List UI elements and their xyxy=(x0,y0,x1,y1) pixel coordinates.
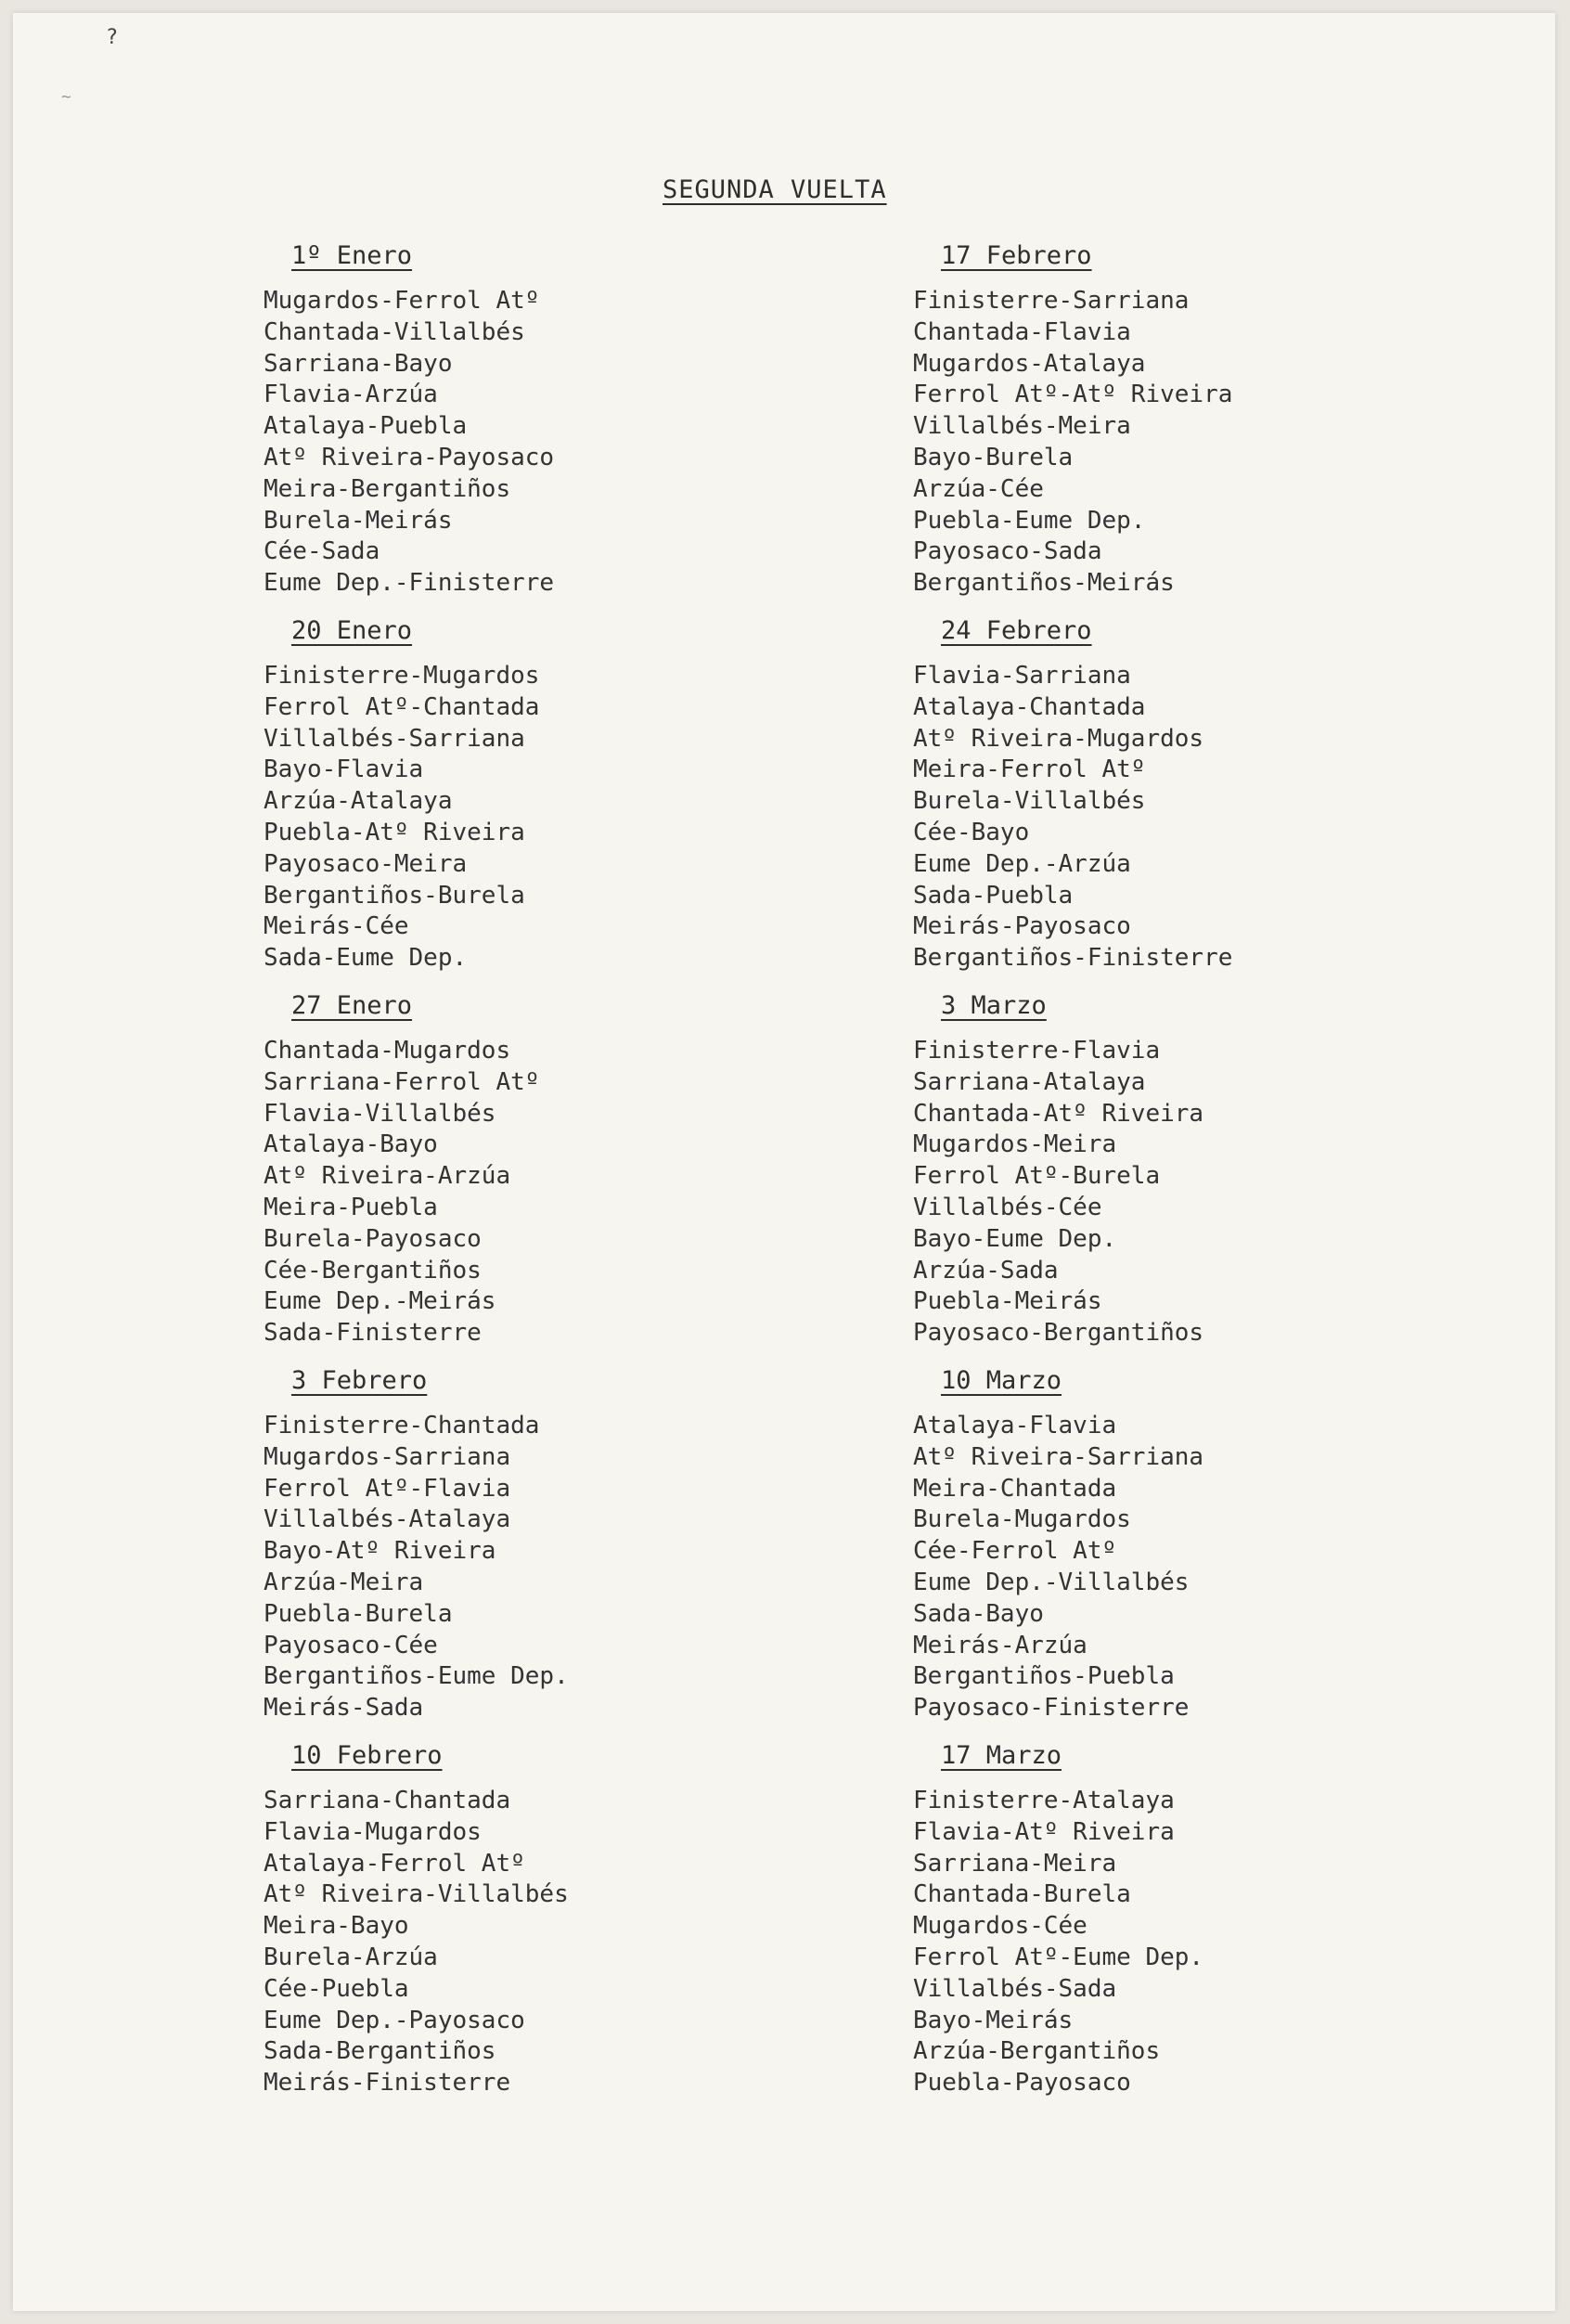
match-item: Puebla-Payosaco xyxy=(913,2069,1131,2098)
match-item: Flavia-Atº Riveira xyxy=(913,1817,1175,1846)
match-item: Meirás-Cée xyxy=(264,912,409,941)
match-item: Puebla-Burela xyxy=(264,1599,453,1628)
match-item: Villalbés-Meira xyxy=(913,412,1131,441)
match-item: Arzúa-Meira xyxy=(264,1568,424,1596)
match-item: Meirás-Sada xyxy=(264,1694,424,1723)
match-item: Chantada-Mugardos xyxy=(264,1037,511,1065)
round-date: 17 Febrero xyxy=(941,241,1092,270)
match-list xyxy=(913,1786,1433,2099)
match-item: Puebla-Meirás xyxy=(913,1287,1102,1316)
match-item: Chantada-Burela xyxy=(913,1880,1131,1909)
match-item: Meira-Chantada xyxy=(913,1474,1117,1503)
round-block xyxy=(264,1361,783,1736)
match-item: Eume Dep.-Meirás xyxy=(264,1287,496,1316)
match-item: Mugardos-Cée xyxy=(913,1912,1087,1941)
match-item: Ferrol Atº-Flavia xyxy=(264,1474,511,1503)
match-item: Payosaco-Cée xyxy=(264,1631,438,1659)
match-item: Finisterre-Chantada xyxy=(264,1412,540,1440)
round-block xyxy=(264,611,783,986)
match-item: Finisterre-Sarriana xyxy=(913,287,1190,315)
match-item: Mugardos-Sarriana xyxy=(264,1442,511,1471)
match-item: Flavia-Mugardos xyxy=(264,1817,482,1846)
match-item: Ferrol Atº-Atº Riveira xyxy=(913,381,1233,409)
match-item: Meirás-Arzúa xyxy=(913,1631,1087,1659)
match-item: Meirás-Finisterre xyxy=(264,2069,511,2098)
round-block xyxy=(913,611,1433,986)
match-item: Payosaco-Finisterre xyxy=(913,1694,1190,1723)
match-item: Eume Dep.-Payosaco xyxy=(264,2006,525,2034)
match-item: Ferrol Atº-Eume Dep. xyxy=(913,1943,1204,1971)
document-page xyxy=(13,13,1555,2311)
round-block xyxy=(264,1736,783,2111)
match-item: Burela-Mugardos xyxy=(913,1505,1131,1534)
match-item: Sada-Bayo xyxy=(913,1599,1044,1628)
match-item: Bayo-Atº Riveira xyxy=(264,1537,496,1566)
match-item: Meira-Bayo xyxy=(264,1912,409,1941)
match-item: Sarriana-Bayo xyxy=(264,349,453,378)
match-item: Eume Dep.-Villalbés xyxy=(913,1568,1190,1596)
match-item: Meira-Ferrol Atº xyxy=(913,755,1146,784)
match-list xyxy=(264,1786,783,2099)
match-item: Ferrol Atº-Chantada xyxy=(264,692,540,721)
side-mark: ~ xyxy=(61,87,71,107)
round-date: 24 Febrero xyxy=(941,616,1092,645)
round-date: 1º Enero xyxy=(291,241,413,270)
round-date: 27 Enero xyxy=(291,991,413,1020)
round-date: 3 Marzo xyxy=(941,991,1047,1020)
round-block xyxy=(913,236,1433,611)
match-item: Mugardos-Atalaya xyxy=(913,349,1146,378)
match-item: Villalbés-Cée xyxy=(913,1193,1102,1221)
match-item: Burela-Meirás xyxy=(264,506,453,535)
match-item: Villalbés-Sarriana xyxy=(264,724,525,753)
match-list xyxy=(264,1036,783,1349)
match-item: Atº Riveira-Villalbés xyxy=(264,1880,569,1909)
match-item: Payosaco-Sada xyxy=(913,537,1102,566)
round-block xyxy=(264,986,783,1361)
match-item: Atalaya-Bayo xyxy=(264,1130,438,1159)
match-item: Arzúa-Cée xyxy=(913,474,1044,503)
match-item: Sada-Puebla xyxy=(913,881,1074,910)
right-column xyxy=(913,236,1433,2111)
match-item: Cée-Puebla xyxy=(264,1974,409,2003)
match-item: Burela-Villalbés xyxy=(913,787,1146,816)
match-item: Bergantiños-Meirás xyxy=(913,569,1175,598)
round-block xyxy=(913,1361,1433,1736)
match-item: Sarriana-Atalaya xyxy=(913,1067,1146,1096)
match-item: Finisterre-Atalaya xyxy=(913,1787,1175,1814)
match-item: Puebla-Eume Dep. xyxy=(913,506,1146,535)
round-block xyxy=(264,236,783,611)
corner-mark: ? xyxy=(106,26,119,49)
match-list xyxy=(264,661,783,975)
match-item: Mugardos-Ferrol Atº xyxy=(264,287,540,315)
round-block xyxy=(913,986,1433,1361)
match-item: Sarriana-Ferrol Atº xyxy=(264,1067,540,1096)
match-item: Mugardos-Meira xyxy=(913,1130,1117,1159)
match-item: Sada-Finisterre xyxy=(264,1319,482,1348)
match-item: Payosaco-Bergantiños xyxy=(913,1319,1204,1348)
match-item: Bayo-Flavia xyxy=(264,755,424,784)
match-item: Meira-Puebla xyxy=(264,1193,438,1221)
match-item: Cée-Sada xyxy=(264,537,380,566)
match-item: Sada-Eume Dep. xyxy=(264,944,468,973)
round-block xyxy=(913,1736,1433,2111)
match-item: Arzúa-Bergantiños xyxy=(913,2037,1161,2066)
match-item: Puebla-Atº Riveira xyxy=(264,818,525,846)
match-item: Villalbés-Sada xyxy=(913,1974,1117,2003)
match-item: Burela-Arzúa xyxy=(264,1943,438,1971)
match-item: Bayo-Burela xyxy=(913,443,1074,471)
match-item: Atº Riveira-Arzúa xyxy=(264,1162,511,1191)
round-date: 10 Febrero xyxy=(291,1741,443,1770)
match-item: Chantada-Flavia xyxy=(913,317,1131,346)
match-item: Ferrol Atº-Burela xyxy=(913,1162,1161,1191)
match-list xyxy=(264,286,783,600)
match-list xyxy=(913,1036,1433,1349)
match-item: Cée-Bergantiños xyxy=(264,1256,482,1285)
match-item: Bayo-Meirás xyxy=(913,2006,1074,2034)
round-date: 20 Enero xyxy=(291,616,413,645)
match-item: Payosaco-Meira xyxy=(264,849,468,878)
match-list xyxy=(264,1411,783,1724)
match-item: Atalaya-Flavia xyxy=(913,1412,1117,1440)
left-column xyxy=(264,236,783,2111)
match-item: Bergantiños-Finisterre xyxy=(913,944,1233,973)
match-item: Burela-Payosaco xyxy=(264,1224,482,1253)
match-item: Sarriana-Meira xyxy=(913,1849,1117,1878)
match-item: Eume Dep.-Arzúa xyxy=(913,849,1131,878)
match-list xyxy=(913,286,1433,600)
match-item: Flavia-Villalbés xyxy=(264,1099,496,1128)
match-item: Sada-Bergantiños xyxy=(264,2037,496,2066)
match-item: Atalaya-Puebla xyxy=(264,412,468,441)
match-item: Meirás-Payosaco xyxy=(913,912,1131,941)
match-item: Bergantiños-Burela xyxy=(264,881,525,910)
match-item: Sarriana-Chantada xyxy=(264,1787,511,1814)
match-item: Atalaya-Chantada xyxy=(913,692,1146,721)
match-item: Cée-Bayo xyxy=(913,818,1030,846)
round-date: 17 Marzo xyxy=(941,1741,1062,1770)
match-item: Chantada-Villalbés xyxy=(264,317,525,346)
match-item: Villalbés-Atalaya xyxy=(264,1505,511,1534)
match-item: Atalaya-Ferrol Atº xyxy=(264,1849,525,1878)
match-item: Bergantiños-Eume Dep. xyxy=(264,1662,569,1691)
match-list xyxy=(913,1411,1433,1724)
match-item: Chantada-Atº Riveira xyxy=(913,1099,1204,1128)
match-item: Finisterre-Mugardos xyxy=(264,662,540,690)
page-title: SEGUNDA VUELTA xyxy=(663,175,887,204)
match-item: Cée-Ferrol Atº xyxy=(913,1537,1117,1566)
match-item: Atº Riveira-Mugardos xyxy=(913,724,1204,753)
match-item: Bayo-Eume Dep. xyxy=(913,1224,1117,1253)
round-date: 3 Febrero xyxy=(291,1366,428,1395)
match-item: Atº Riveira-Sarriana xyxy=(913,1442,1204,1471)
match-item: Arzúa-Sada xyxy=(913,1256,1059,1285)
match-item: Flavia-Sarriana xyxy=(913,662,1131,690)
match-item: Arzúa-Atalaya xyxy=(264,787,453,816)
match-item: Finisterre-Flavia xyxy=(913,1037,1161,1065)
match-item: Eume Dep.-Finisterre xyxy=(264,569,555,598)
round-date: 10 Marzo xyxy=(941,1366,1062,1395)
match-item: Atº Riveira-Payosaco xyxy=(264,443,555,471)
match-list xyxy=(913,661,1433,975)
match-item: Meira-Bergantiños xyxy=(264,474,511,503)
match-item: Bergantiños-Puebla xyxy=(913,1662,1175,1691)
match-item: Flavia-Arzúa xyxy=(264,381,438,409)
